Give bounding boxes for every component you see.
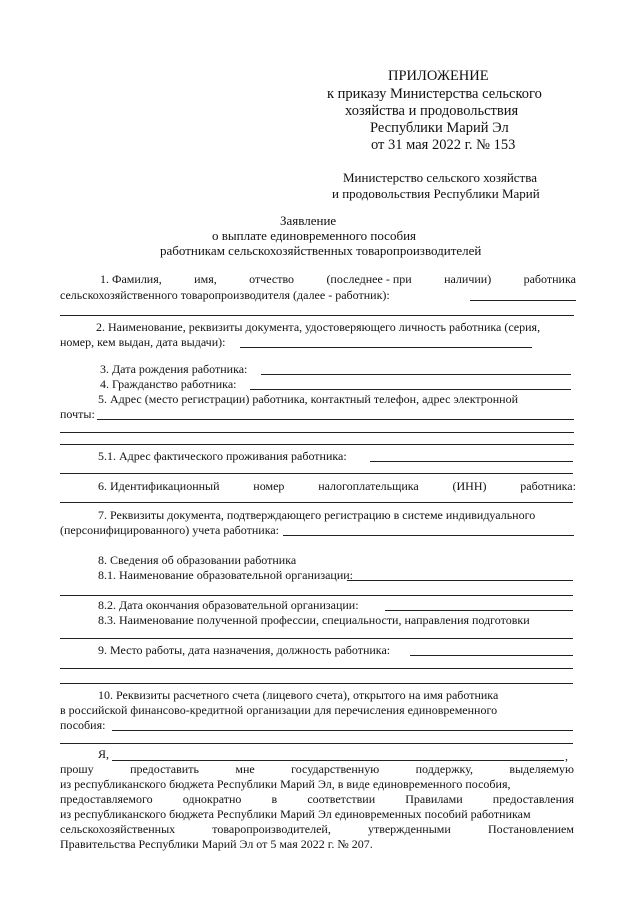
decl-word: прошу — [60, 762, 94, 776]
decl-word: предоставить — [130, 762, 199, 776]
statement-title: Заявление — [280, 213, 337, 228]
header-line-3: Республики Марий Эл — [370, 120, 509, 136]
field-8-label: 8. Сведения об образовании работника — [98, 553, 297, 567]
decl-word: в — [271, 792, 278, 806]
decl-word: утвержденными — [368, 822, 451, 836]
field-8-3-label: 8.3. Наименование полученной профессии, специальности, направления подготовки — [98, 613, 530, 627]
declaration-comma: , — [565, 749, 568, 763]
profession-input-line[interactable] — [60, 638, 573, 639]
f1-word: 1. Фамилия, — [100, 272, 162, 286]
field-1-label-line-1 — [100, 272, 576, 286]
applicant-name-input-line[interactable] — [112, 760, 564, 761]
f1-word: отчество — [249, 272, 295, 286]
declaration-line-2: из республиканского бюджета Республики Марий Эл, в виде единовременного пособия, — [60, 777, 511, 791]
appendix-title: ПРИЛОЖЕНИЕ — [388, 68, 489, 84]
bank-account-input-line-1[interactable] — [112, 730, 573, 731]
decl-word: сельскохозяйственных — [60, 822, 176, 836]
field-8-2-label: 8.2. Дата окончания образовательной организации: — [98, 598, 359, 612]
addressee-line-1: Министерство сельского хозяйства — [343, 170, 537, 185]
citizenship-input-line[interactable] — [250, 389, 571, 390]
field-10-label-line-2: в российской финансово-кредитной организации для перечисления единовременного — [60, 703, 498, 717]
actual-address-input-line-1[interactable] — [370, 461, 573, 462]
field-3-label: 3. Дата рождения работника: — [100, 362, 248, 376]
f6-word: 6. Идентификационный — [98, 479, 220, 493]
fio-input-line-2[interactable] — [60, 315, 574, 316]
decl-word: Постановлением — [487, 822, 574, 836]
snils-input-line[interactable] — [283, 535, 574, 536]
bank-account-input-line-2[interactable] — [60, 743, 573, 744]
field-8-1-label: 8.1. Наименование образовательной организации: — [98, 568, 354, 582]
addressee-line-2: и продовольствия Республики Марий — [332, 186, 540, 201]
decl-word: Правилами — [405, 792, 463, 806]
birth-date-input-line[interactable] — [261, 374, 571, 375]
f1-word: наличии) — [444, 272, 492, 286]
field-5-label-line-2: почты: — [60, 407, 95, 421]
field-6-label — [98, 479, 576, 493]
field-1-label-line-2: сельскохозяйственного товаропроизводителя (далее - работник): — [60, 288, 390, 302]
education-org-input-line-1[interactable] — [347, 580, 573, 581]
decl-word: мне — [235, 762, 255, 776]
declaration-line-1 — [60, 762, 574, 776]
declaration-ya: Я, — [98, 747, 110, 761]
decl-word: соответствии — [307, 792, 376, 806]
workplace-input-line-2[interactable] — [60, 668, 573, 669]
education-org-input-line-2[interactable] — [60, 595, 573, 596]
field-4-label: 4. Гражданство работника: — [100, 377, 237, 391]
graduation-date-input-line[interactable] — [385, 610, 573, 611]
decl-word: предоставления — [492, 792, 574, 806]
decl-word: однократно — [182, 792, 242, 806]
decl-word: товаропроизводителей, — [212, 822, 331, 836]
field-7-label-line-1: 7. Реквизиты документа, подтверждающего регистрацию в системе индивидуального — [98, 508, 536, 522]
declaration-line-4: из республиканского бюджета Республики Марий Эл единовременных пособий работникам — [60, 807, 531, 821]
f1-word: имя, — [194, 272, 217, 286]
f1-word: работника — [523, 272, 576, 286]
f6-word: номер — [253, 479, 285, 493]
field-5-label-line-1: 5. Адрес (место регистрации) работника, контактный телефон, адрес электронной — [98, 392, 519, 406]
declaration-line-3 — [60, 792, 574, 806]
decl-word: поддержку, — [415, 762, 473, 776]
decl-word: выделяемую — [509, 762, 574, 776]
field-10-label-line-3: пособия: — [60, 718, 106, 732]
field-2-label-line-1: 2. Наименование, реквизиты документа, удостоверяющего личность работника (серия, — [96, 320, 541, 334]
address-input-line-1[interactable] — [97, 419, 574, 420]
field-7-label-line-2: (персонифицированного) учета работника: — [60, 523, 279, 537]
field-9-label: 9. Место работы, дата назначения, должность работника: — [98, 643, 391, 657]
actual-address-input-line-2[interactable] — [60, 473, 573, 474]
workplace-input-line-3[interactable] — [60, 683, 573, 684]
fio-input-line[interactable] — [470, 300, 576, 301]
field-5-1-label: 5.1. Адрес фактического проживания работника: — [98, 449, 347, 463]
header-line-4: от 31 мая 2022 г. № 153 — [371, 137, 516, 153]
header-line-1: к приказу Министерства сельского — [327, 86, 542, 102]
workplace-input-line-1[interactable] — [410, 655, 573, 656]
decl-word: предоставляемого — [60, 792, 153, 806]
declaration-line-6: Правительства Республики Марий Эл от 5 мая 2022 г. № 207. — [60, 837, 373, 851]
inn-input-line[interactable] — [60, 502, 573, 503]
address-input-line-2[interactable] — [60, 432, 574, 433]
address-input-line-3[interactable] — [60, 444, 574, 445]
id-document-input-line[interactable] — [240, 347, 532, 348]
decl-word: государственную — [291, 762, 380, 776]
f1-word: (последнее - при — [326, 272, 412, 286]
statement-subtitle-2: работникам сельскохозяйственных товаропроизводителей — [160, 243, 482, 258]
declaration-line-5 — [60, 822, 574, 836]
field-2-label-line-2: номер, кем выдан, дата выдачи): — [60, 335, 226, 349]
f6-word: работника: — [520, 479, 576, 493]
statement-subtitle-1: о выплате единовременного пособия — [212, 228, 417, 243]
header-line-2: хозяйства и продовольствия — [345, 103, 519, 119]
field-10-label-line-1: 10. Реквизиты расчетного счета (лицевого счета), открытого на имя работника — [98, 688, 499, 702]
f6-word: (ИНН) — [452, 479, 487, 493]
f6-word: налогоплательщика — [318, 479, 419, 493]
